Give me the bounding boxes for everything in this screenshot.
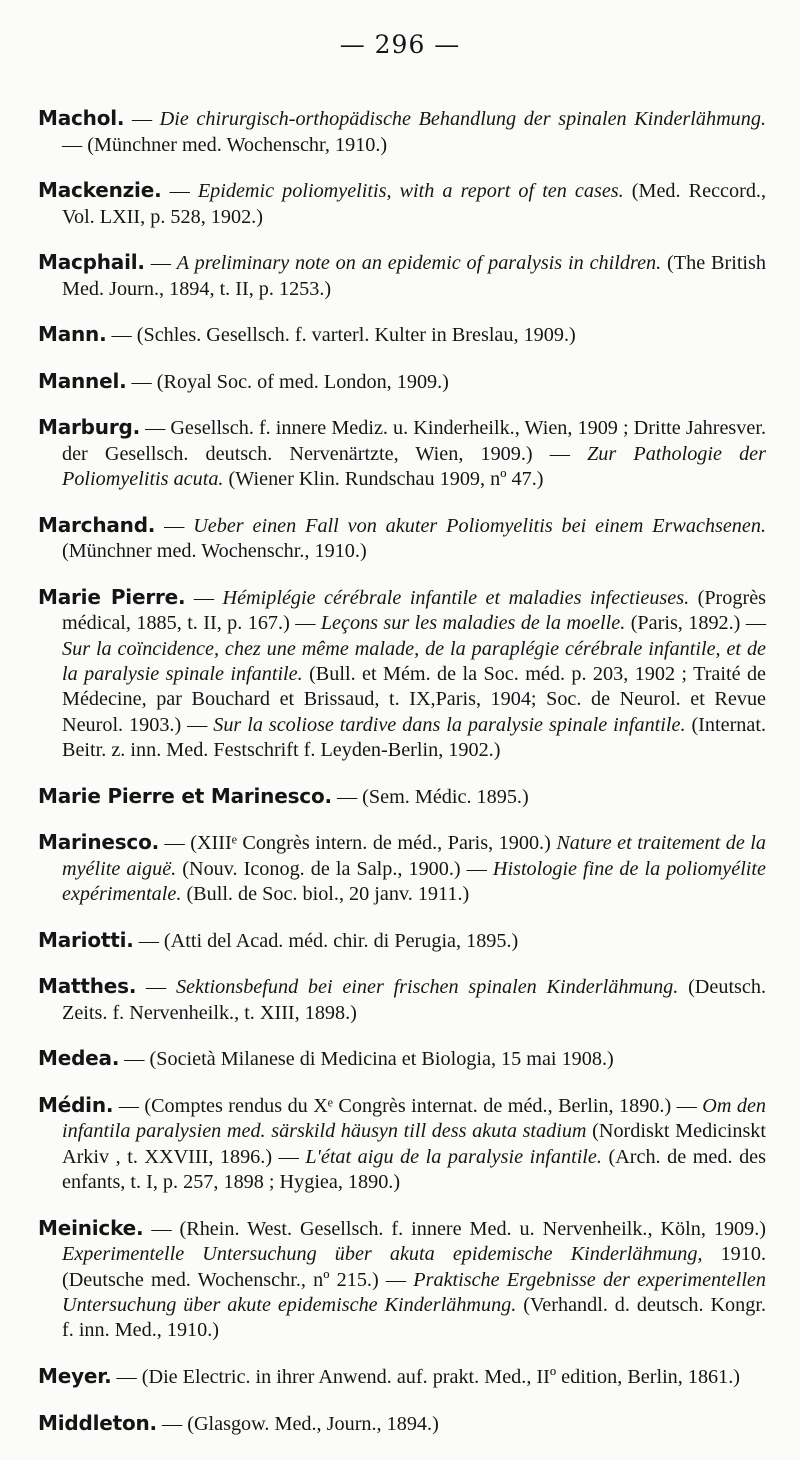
bibliography-entry bbox=[38, 513, 766, 565]
entry-source: (Nordiskt Medicinskt Arkiv , t. XXVIII, 1896.) — bbox=[62, 1120, 766, 1168]
bibliography-entry bbox=[38, 784, 766, 810]
entry-source: — (Società Milanese di Medicina et Biologia, 15 mai 1908.) bbox=[119, 1048, 614, 1071]
entry-author: Marie Pierre et Marinesco. bbox=[38, 783, 332, 808]
entry-title: Sektionsbefund bei einer frischen spinalen Kinderlähmung. bbox=[175, 976, 679, 999]
entry-author: Mannel. bbox=[38, 368, 127, 393]
bibliography-entry bbox=[38, 830, 766, 907]
entry-source: — bbox=[136, 976, 176, 999]
entry-author: Middleton. bbox=[38, 1410, 157, 1435]
entry-author: Machol. bbox=[38, 106, 125, 131]
entry-title: Nature et traitement de la myélite aiguë. bbox=[62, 832, 766, 880]
entry-title: L'état aigu de la paralysie infantile. bbox=[305, 1145, 602, 1168]
entry-title: Histologie fine de la poliomyélite expérimentale. bbox=[62, 857, 766, 906]
bibliography-entry bbox=[38, 415, 766, 492]
entry-title: Sur la coïncidence, chez une même malade, de la paraplégie cérébrale infantile, et de la paralysie spinale infantile. bbox=[62, 637, 766, 685]
bibliography-list bbox=[38, 86, 766, 1442]
entry-source: (Paris, 1892.) — bbox=[625, 612, 767, 635]
entry-author: Mariotti. bbox=[38, 927, 134, 952]
entry-source: (Internat. Beitr. z. inn. Med. Festschrift f. Leyden-Berlin, 1902.) bbox=[62, 713, 767, 762]
bibliography-entry bbox=[38, 928, 766, 954]
entry-source: (Bull. et Mém. de la Soc. méd. p. 203, 1902 ; Traité de Médecine, par Bouchard et Brissaud, t. IX,Paris, 1904; Soc. de Neurol. et Revue Neurol. 1903.) — bbox=[62, 663, 767, 736]
entry-source: (Deutsch. Zeits. f. Nervenheilk., t. XIII, 1898.) bbox=[62, 976, 767, 1024]
entry-title: Sur la scoliose tardive dans la paralysie spinale infantile. bbox=[213, 713, 686, 736]
entry-source: — (Comptes rendus du Xᵉ Congrès internat. de méd., Berlin, 1890.) — bbox=[113, 1095, 703, 1117]
entry-author: Macphail. bbox=[38, 250, 145, 275]
bibliography-entry bbox=[38, 1093, 766, 1196]
entry-author: Meyer. bbox=[38, 1364, 112, 1389]
entry-source: — (Rhein. West. Gesellsch. f. innere Med. u. Nervenheilk., Köln, 1909.) bbox=[143, 1217, 766, 1240]
entry-title: A preliminary note on an epidemic of paralysis in children. bbox=[176, 252, 662, 275]
bibliography-entry bbox=[38, 1046, 766, 1072]
bibliography-entry bbox=[38, 106, 766, 158]
entry-author: Mann. bbox=[38, 322, 107, 347]
bibliography-entry bbox=[38, 1411, 766, 1437]
entry-source: — (Royal Soc. of med. London, 1909.) bbox=[126, 370, 449, 393]
entry-source: (Med. Reccord., Vol. LXII, p. 528, 1902.) bbox=[62, 180, 767, 228]
entry-source: — (XIIIᵉ Congrès intern. de méd., Paris, 1900.) bbox=[159, 832, 557, 855]
bibliography-entry bbox=[38, 974, 766, 1026]
entry-source: — (Die Electric. in ihrer Anwend. auf. prakt. Med., IIº edition, Berlin, 1861.) bbox=[111, 1366, 741, 1389]
entry-title: Praktische Ergebnisse der experimentellen Untersuchung über akute epidemische Kinderlähmung. bbox=[62, 1268, 766, 1317]
entry-source: (Nouv. Iconog. de la Salp., 1900.) — bbox=[176, 857, 493, 880]
entry-title: Om den infantila paralysien med. särskild häusyn till dess akuta stadium bbox=[62, 1095, 766, 1143]
entry-source: — (Schles. Gesellsch. f. varterl. Kulter in Breslau, 1909.) bbox=[106, 324, 576, 347]
entry-title: Experimentelle Untersuchung über akuta epidemische Kinderlähmung, bbox=[62, 1243, 703, 1266]
entry-source: — bbox=[161, 180, 198, 203]
bibliography-entry bbox=[38, 1216, 766, 1344]
entry-title: Ueber einen Fall von akuter Poliomyelitis bei einem Erwachsenen. bbox=[193, 514, 767, 537]
entry-source: — (Sem. Médic. 1895.) bbox=[331, 785, 529, 808]
entry-source: (The British Med. Journ., 1894, t. II, p. 1253.) bbox=[62, 252, 766, 300]
entry-source: (Bull. de Soc. biol., 20 janv. 1911.) bbox=[181, 883, 470, 906]
page-number: — 296 — bbox=[339, 30, 461, 59]
entry-title: Leçons sur les maladies de la moelle. bbox=[320, 612, 626, 635]
entry-source: (Arch. de med. des enfants, t. I, p. 257, 1898 ; Hygiea, 1890.) bbox=[62, 1145, 766, 1194]
entry-author: Meinicke. bbox=[38, 1215, 144, 1240]
bibliography-entry bbox=[38, 178, 766, 230]
entry-source: — bbox=[185, 586, 223, 609]
bibliography-entry bbox=[38, 369, 766, 395]
bibliography-entry bbox=[38, 1364, 766, 1390]
entry-author: Medea. bbox=[38, 1046, 120, 1071]
entry-source: — bbox=[144, 252, 177, 275]
entry-source: (Progrès médical, 1885, t. II, p. 167.) — bbox=[62, 586, 767, 635]
entry-source: — (Atti del Acad. méd. chir. di Perugia, 1895.) bbox=[133, 929, 519, 952]
entry-source: (Wiener Klin. Rundschau 1909, nº 47.) bbox=[223, 468, 544, 491]
entry-author: Marchand. bbox=[38, 512, 156, 537]
entry-source: — (Glasgow. Med., Journ., 1894.) bbox=[156, 1412, 439, 1435]
bibliography-entry bbox=[38, 250, 766, 302]
entry-title: Zur Pathologie der Poliomyelitis acuta. bbox=[62, 442, 766, 491]
entry-source: — (Münchner med. Wochenschr, 1910.) bbox=[62, 133, 388, 156]
bibliography-entry bbox=[38, 322, 766, 348]
entry-title: Hémiplégie cérébrale infantile et maladies infectieuses. bbox=[222, 586, 690, 609]
entry-source: (Münchner med. Wochenschr., 1910.) bbox=[62, 540, 367, 563]
entry-source: (Verhandl. d. deutsch. Kongr. f. inn. Med., 1910.) bbox=[62, 1294, 766, 1342]
entry-author: Mackenzie. bbox=[38, 178, 162, 203]
entry-author: Marie Pierre. bbox=[38, 584, 186, 609]
bibliography-entry bbox=[38, 585, 766, 764]
entry-source: — Gesellsch. f. innere Mediz. u. Kinderheilk., Wien, 1909 ; Dritte Jahresver. der Gesellsch. deutsch. Nervenärtzte, Wien, 1909.) — bbox=[62, 417, 766, 465]
entry-author: Marinesco. bbox=[38, 830, 160, 855]
entry-title: Epidemic poliomyelitis, with a report of ten cases. bbox=[197, 180, 624, 203]
entry-source: 1910. (Deutsche med. Wochenschr., nº 215.) — bbox=[62, 1243, 767, 1291]
entry-source: — bbox=[124, 108, 160, 131]
entry-author: Matthes. bbox=[38, 974, 137, 999]
entry-title: Die chirurgisch-orthopädische Behandlung der spinalen Kinderlähmung. bbox=[159, 108, 766, 131]
entry-source: — bbox=[155, 514, 194, 537]
entry-author: Médin. bbox=[38, 1093, 114, 1117]
entry-author: Marburg. bbox=[38, 415, 140, 440]
